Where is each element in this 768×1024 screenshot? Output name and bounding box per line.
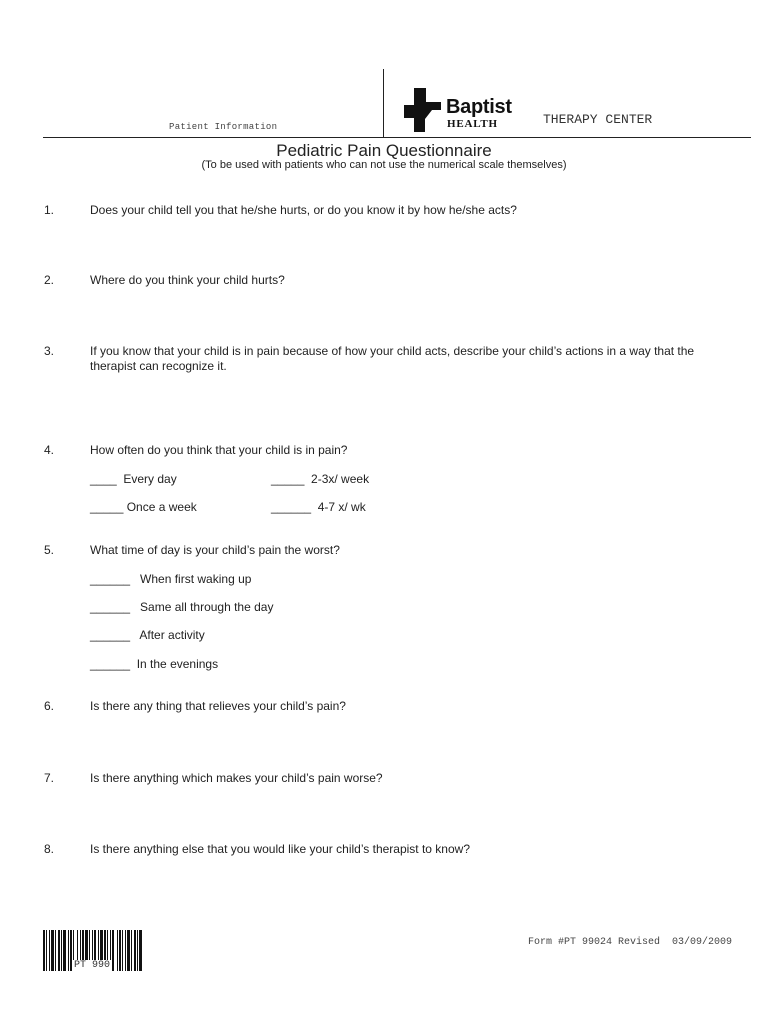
question-number: 2. <box>44 273 55 287</box>
time-option-evenings[interactable]: ______ In the evenings <box>90 657 219 671</box>
question-text: What time of day is your child’s pain the worst? <box>90 543 340 557</box>
time-option-after-activity[interactable]: ______ After activity <box>90 628 205 642</box>
patient-information-label: Patient Information <box>169 122 278 132</box>
logo-wordmark-sub: HEALTH <box>447 118 498 130</box>
header-divider-vertical <box>383 69 384 138</box>
question-text: If you know that your child is in pain because of how your child acts, describe your child’s actions in a way that the therapist can recognize it. <box>90 344 695 373</box>
frequency-option-once-a-week[interactable]: _____ Once a week <box>90 500 197 514</box>
question-number: 3. <box>44 344 55 358</box>
question-number: 8. <box>44 842 55 856</box>
question-number: 1. <box>44 203 55 217</box>
question-text: How often do you think that your child is in pain? <box>90 443 348 457</box>
frequency-option-2-3x-week[interactable]: _____ 2-3x/ week <box>271 472 370 486</box>
logo-wordmark: Baptist <box>446 96 512 118</box>
department-name: THERAPY CENTER <box>543 112 653 127</box>
question-number: 6. <box>44 699 55 713</box>
question-text: Does your child tell you that he/she hurts, or do you know it by how he/she acts? <box>90 203 517 217</box>
question-number: 5. <box>44 543 55 557</box>
time-option-all-day[interactable]: ______ Same all through the day <box>90 600 274 614</box>
time-option-waking-up[interactable]: ______ When first waking up <box>90 572 252 586</box>
question-text: Where do you think your child hurts? <box>90 273 285 287</box>
header-divider-horizontal <box>43 137 751 138</box>
question-text: Is there anything which makes your child’s pain worse? <box>90 771 383 785</box>
question-text: Is there anything else that you would like your child’s therapist to know? <box>90 842 470 856</box>
frequency-option-4-7x-week[interactable]: ______ 4-7 x/ wk <box>271 500 366 514</box>
barcode-label: PT 990 <box>74 960 111 971</box>
question-number: 7. <box>44 771 55 785</box>
page-subtitle: (To be used with patients who can not use the numerical scale themselves) <box>201 159 567 171</box>
baptist-health-logo <box>403 88 515 132</box>
question-text: Is there any thing that relieves your child’s pain? <box>90 699 346 713</box>
page-title: Pediatric Pain Questionnaire <box>276 141 492 160</box>
frequency-option-every-day[interactable]: ____ Every day <box>90 472 177 486</box>
cross-logo-icon <box>403 88 445 132</box>
form-number: Form #PT 99024 Revised 03/09/2009 <box>528 937 733 948</box>
question-number: 4. <box>44 443 55 457</box>
